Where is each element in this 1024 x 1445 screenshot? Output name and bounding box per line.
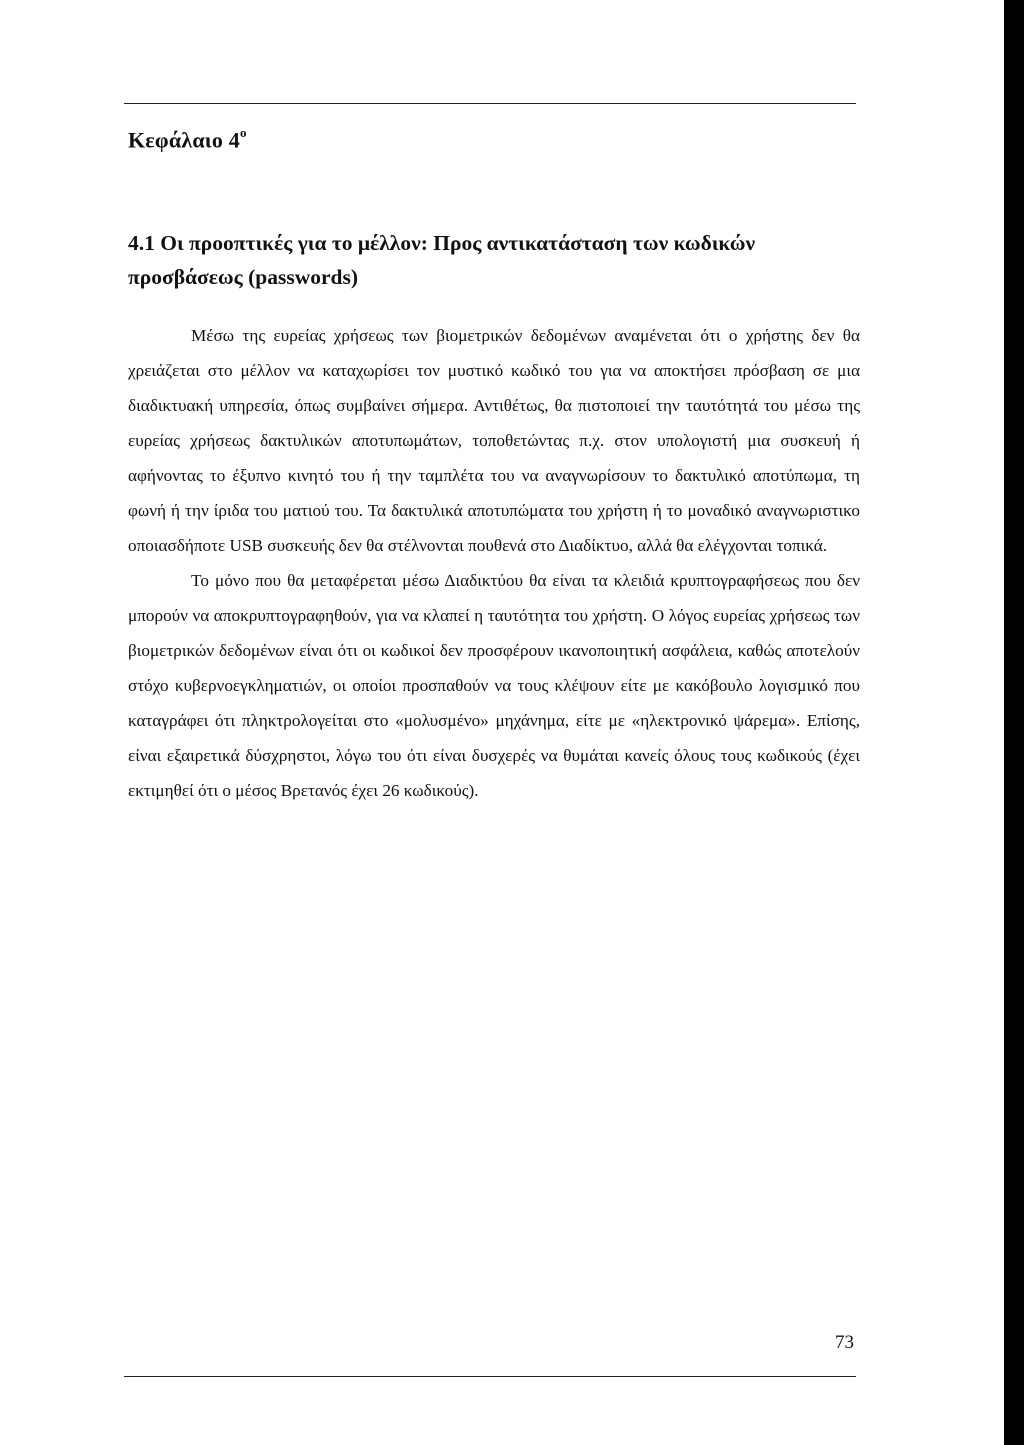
paragraph: Μέσω της ευρείας χρήσεως των βιομετρικών δεδομένων αναμένεται ότι ο χρήστης δεν θα χρειάζεται στο μέλλον να καταχωρίσει τον μυστικό κωδικό του για να αποκτήσει πρόσβαση σε μια διαδικτυακή υπηρεσία, όπως συμβαίνει σήμερα. Αντιθέτως, θα πιστοποιεί την ταυτότητά του μέσω της ευρείας χρήσεως δακτυλικών αποτυπωμάτων, τοποθετώντας π.χ. στον υπολογιστή μια συσκευή ή αφήνοντας το έξυπνο κινητό του ή την ταμπλέτα του να αναγνωρίσουν το δακτυλικό αποτύπωμα, τη φωνή ή την ίριδα του ματιού του. Τα δακτυλικά αποτυπώματα του χρήστη ή το μοναδικό αναγνωριστικο οποιασδήποτε USB συσκευής δεν θα στέλνονται πουθενά στο Διαδίκτυο, αλλά θα ελέγχονται τοπικά. — [128, 326, 860, 555]
section-title: 4.1 Οι προοπτικές για το μέλλον: Προς αντικατάσταση των κωδικών προσβάσεως (passwords) — [128, 231, 756, 289]
chapter-superscript: ο — [239, 125, 247, 140]
body-text — [128, 318, 860, 808]
page-number: 73 — [835, 1332, 854, 1353]
header-rule — [124, 103, 856, 104]
footer-rule — [124, 1376, 856, 1377]
paragraph: Το μόνο που θα μεταφέρεται μέσω Διαδικτύου θα είναι τα κλειδιά κρυπτογραφήσεως που δεν μπορούν να αποκρυπτογραφηθούν, για να κλαπεί η ταυτότητα του χρήστη. Ο λόγος ευρείας χρήσεως των βιομετρικών δεδομένων είναι ότι οι κωδικοί δεν προσφέρουν ικανοποιητική ασφάλεια, καθώς αποτελούν στόχο κυβερνοεγκληματιών, οι οποίοι προσπαθούν να τους κλέψουν είτε με κακόβουλο λογισμικό που καταγράφει ότι πληκτρολογείται στο «μολυσμένο» μηχάνημα, είτε με «ηλεκτρονικό ψάρεμα». Επίσης, είναι εξαιρετικά δύσχρηστοι, λόγω του ότι είναι δυσχερές να θυμάται κανείς όλους τους κωδικούς (έχει εκτιμηθεί ότι ο μέσος Βρετανός έχει 26 κωδικούς). — [128, 571, 860, 800]
chapter-label: Κεφάλαιο 4 — [128, 127, 240, 153]
chapter-heading — [128, 127, 247, 153]
